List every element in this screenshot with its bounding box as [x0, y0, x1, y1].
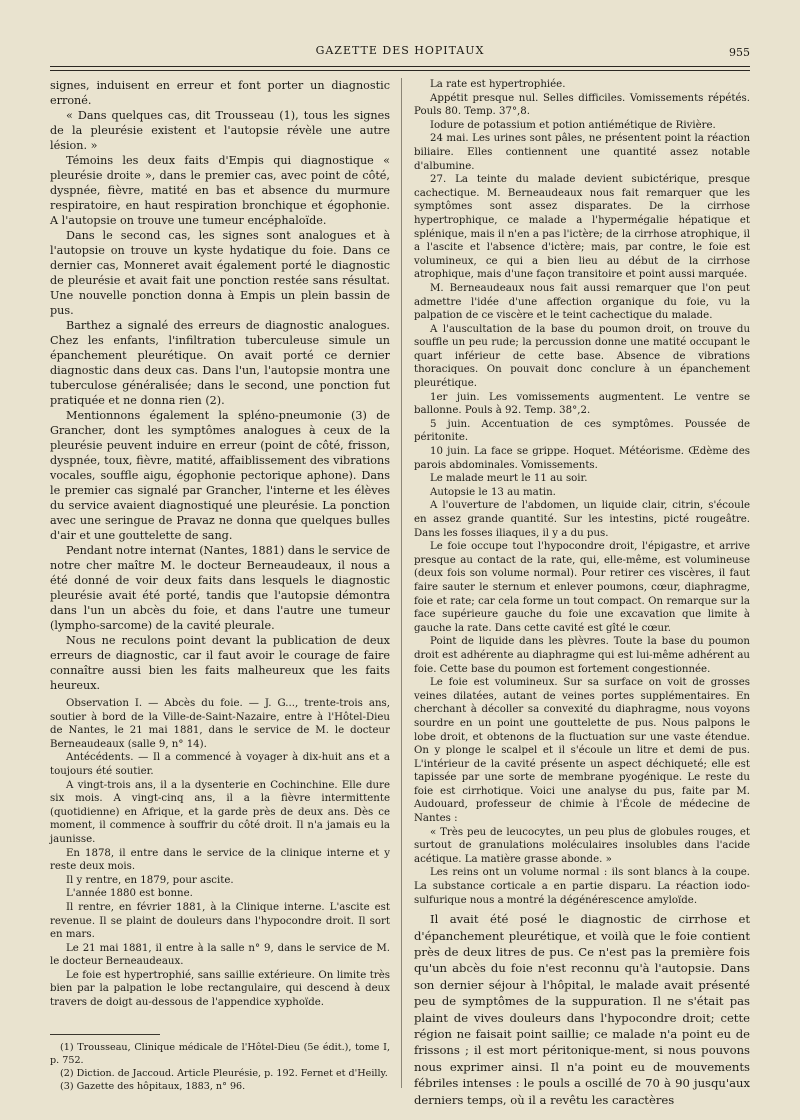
paragraph: 10 juin. La face se grippe. Hoquet. Météorisme. Œdème des parois abdominales. Vomissements. — [414, 446, 750, 471]
left-column — [50, 78, 390, 1093]
paragraph: 24 mai. Les urines sont pâles, ne présentent point la réaction biliaire. Elles contiennent une quantité assez notable d'albumine. — [414, 133, 750, 172]
paragraph: Les reins ont un volume normal : ils sont blancs à la coupe. La substance corticale a en partie disparu. La réaction iodo-sulfurique nous a montré la dégénérescence amyloïde. — [414, 867, 750, 906]
paragraph: Le foie est hypertrophié, sans saillie extérieure. On limite très bien par la palpation le lobe rectangulaire, qui descend à deux travers de doigt au-dessous de l'appendice xyphoïde. — [50, 969, 390, 1009]
paragraph: « Dans quelques cas, dit Trousseau (1), tous les signes de la pleurésie existent et l'autopsie révèle une autre lésion. » — [50, 109, 390, 152]
paragraph: En 1878, il entre dans le service de la clinique interne et y reste deux mois. — [50, 847, 390, 873]
paragraph: Iodure de potassium et potion antiémétique de Rivière. — [430, 119, 716, 131]
paragraph: A vingt-trois ans, il a la dysenterie en Cochinchine. Elle dure six mois. A vingt-cinq ans, il a la fièvre intermittente (quotidienne) en Afrique, et la garde près de deux ans. Dès ce moment, il commence à souffrir du côté droit. Il n'a jamais eu la jaunisse. — [50, 779, 390, 845]
paragraph: Point de liquide dans les plèvres. Toute la base du poumon droit est adhérente au diaphragme qui est lui-même adhérent au foie. Cette base du poumon est fortement congestionnée. — [414, 636, 750, 675]
paragraph: Le foie est volumineux. Sur sa surface on voit de grosses veines dilatées, autant de veines portes supplémentaires. En cherchant à décoller sa convexité du diaphragme, nous voyons sourdre en un point une gouttelette de pus. Nous palpons le lobe droit, et obtenons de la fluctuation sur une vaste étendue. On y plonge le scalpel et il s'écoule un litre et demi de pus. L'intérieur de la cavité présente un aspect déchiqueté; elle est tapissée par une sorte de membrane pyogénique. Le reste du foie est cirrhotique. Voici une analyse du pus, faite par M. Audouard, professeur de chimie à l'École de médecine de Nantes : — [414, 677, 750, 825]
paragraph: La rate est hypertrophiée. — [430, 79, 566, 90]
paragraph: « Très peu de leucocytes, un peu plus de globules rouges, et surtout de granulations moléculaires insolubles dans l'acide acétique. La matière grasse abonde. » — [414, 826, 750, 865]
paragraph: Dans le second cas, les signes sont analogues et à l'autopsie on trouve un kyste hydatique du foie. Dans ce dernier cas, Monneret avait également porté le diagnostic de pleurésie et avait fait une ponction restée sans résultat. Une nouvelle ponction donna à Empis un plein bassin de pus. — [50, 229, 390, 317]
paragraph: Le 21 mai 1881, il entre à la salle n° 9, dans le service de M. le docteur Berneaudeaux. — [50, 942, 390, 968]
paragraph: signes, induisent en erreur et font porter un diagnostic erroné. — [50, 79, 390, 107]
paragraph: Barthez a signalé des erreurs de diagnostic analogues. Chez les enfants, l'infiltration tuberculeuse simule un épanchement pleurétique. On avait porté ce dernier diagnostic dans deux cas. Dans l'un, l'autopsie montra une tuberculose généralisée; dans le second, une ponction fut pratiquée et ne donna rien (2). — [50, 319, 390, 407]
paragraph: Antécédents. — Il a commencé à voyager à dix-huit ans et a toujours été soutier. — [50, 752, 390, 777]
paragraph: Appétit presque nul. Selles difficiles. Vomissements répétés. Pouls 80. Temp. 37°,8. — [414, 92, 750, 118]
paragraph: Témoins les deux faits d'Empis qui diagnostique « pleurésie droite », dans le premier cas, avec point de côté, dyspnée, fièvre, matité en bas et absence du murmure respiratoire, en haut respiration bronchique et égophonie. A l'autopsie on trouve une tumeur encéphaloïde. — [50, 154, 390, 227]
paragraph: Mentionnons également la spléno-pneumonie (3) de Grancher, dont les symptômes analogues à ceux de la pleurésie peuvent induire en erreur (point de côté, frisson, dyspnée, toux, fièvre, matité, affaiblissement des vibrations vocales, souffle aigu, égophonie pectorique aphone). Dans le premier cas signalé par Grancher, l'interne et les élèves du service avaient diagnostiqué une pleurésie. La ponction avec une seringue de Pravaz ne donna que quelques bulles d'air et une gouttelette de sang. — [50, 409, 390, 542]
observation-heading: Observation I. — Abcès du foie. — J. G..., trente-trois ans, soutier à bord de la Ville-de-Saint-Nazaire, entre à l'Hôtel-Dieu de Nantes, le 21 mai 1881, dans le service de M. le docteur Berneaudeaux (salle 9, n° 14). — [50, 698, 390, 750]
paragraph: 1er juin. Les vomissements augmentent. Le ventre se ballonne. Pouls à 92. Temp. 38°,2. — [414, 391, 750, 417]
footnote-rule — [50, 1034, 160, 1035]
page-header — [50, 44, 750, 62]
paragraph: 27. La teinte du malade devient subictérique, presque cachectique. M. Berneaudeaux nous fait remarquer que les symptômes sont assez disparates. De la cirrhose hypertrophique, ce malade a l'hypermégalie hépatique et splénique, mais il n'en a pas l'ictère; de la cirrhose atrophique, il a l'ascite et l'absence d'ictère; mais, par contre, le foie est volumineux, ce qui a bien lieu au début de la cirrhose atrophique, mais d'une façon transitoire et point aussi marquée. — [414, 174, 750, 281]
page-number: 955 — [729, 46, 750, 59]
right-column — [414, 78, 750, 1108]
footnote: (1) Trousseau, Clinique médicale de l'Hôtel-Dieu (5e édit.), tome I, p. 752. — [50, 1041, 390, 1066]
paragraph: Autopsie le 13 au matin. — [430, 486, 556, 498]
paragraph: A l'auscultation de la base du poumon droit, on trouve du souffle un peu rude; la percussion donne une matité occupant le quart inférieur de cette base. Absence de vibrations thoraciques. On pouvait donc conclure à un épanchement pleurétique. — [414, 323, 750, 390]
paragraph: A l'ouverture de l'abdomen, un liquide clair, citrin, s'écoule en assez grande quantité. Sur les intestins, picté rougeâtre. Dans les fosses iliaques, il y a du pus. — [414, 500, 750, 539]
running-title: GAZETTE DES HOPITAUX — [315, 44, 485, 57]
footnote: (2) Diction. de Jaccoud. Article Pleurésie, p. 192. Fernet et d'Heilly. — [60, 1067, 388, 1079]
paragraph: Pendant notre internat (Nantes, 1881) dans le service de notre cher maître M. le docteur Berneaudeaux, il nous a été donné de voir deux faits dans lesquels le diagnostic pleurésie avait été porté, tandis que l'autopsie démontra dans l'un un abcès du foie, et dans l'autre une tumeur (lympho-sarcome) de la cavité pleurale. — [50, 544, 390, 632]
paragraph: Le foie occupe tout l'hypocondre droit, l'épigastre, et arrive presque au contact de la rate, qui, elle-même, est volumineuse (deux fois son volume normal). Pour retirer ces viscères, il faut faire sauter le sternum et enlever poumons, cœur, diaphragme, foie et rate; car cela forme un tout compact. On remarque sur la face supérieure gauche du foie une excavation que limite à gauche la rate. Dans cette cavité est gîté le cœur. — [414, 541, 750, 634]
paragraph: M. Berneaudeaux nous fait aussi remarquer que l'on peut admettre l'idée d'une affection organique du foie, vu la palpation de ce viscère et le teint cachectique du malade. — [414, 282, 750, 322]
paragraph: L'année 1880 est bonne. — [66, 888, 193, 900]
header-rule — [50, 66, 750, 71]
footnote: (3) Gazette des hôpitaux, 1883, n° 96. — [60, 1080, 246, 1092]
paragraph: Le malade meurt le 11 au soir. — [430, 473, 588, 485]
paragraph: Il avait été posé le diagnostic de cirrhose et d'épanchement pleurétique, et voilà que le foie contient près de deux litres de pus. Ce n'est pas la première fois qu'un abcès du foie n'est reconnu qu'à l'autopsie. Dans son dernier séjour à l'hôpital, le malade avait présenté peu de symptômes de la suppuration. Il ne s'était pas plaint de vives douleurs dans l'hypocondre droit; cette région ne faisait point saillie; ce malade n'a point eu de frissons ; il est mort péritonique-ment, si nous pouvons nous exprimer ainsi. Il n'a point eu de mouvements fébriles intenses : le pouls a oscillé de 70 à 90 jusqu'aux derniers temps, où il a revêtu les caractères — [414, 912, 750, 1107]
paragraph: Il rentre, en février 1881, à la Clinique interne. L'ascite est revenue. Il se plaint de douleurs dans l'hypocondre droit. Il sort en mars. — [50, 901, 390, 941]
paragraph: Il y rentre, en 1879, pour ascite. — [66, 874, 234, 886]
paragraph: 5 juin. Accentuation de ces symptômes. Poussée de péritonite. — [414, 418, 750, 444]
observation-section — [50, 697, 390, 1010]
column-divider — [401, 78, 402, 1088]
paragraph: Nous ne reculons point devant la publication de deux erreurs de diagnostic, car il faut avoir le courage de faire connaître aussi bien les faits malheureux que les faits heureux. — [50, 634, 390, 692]
